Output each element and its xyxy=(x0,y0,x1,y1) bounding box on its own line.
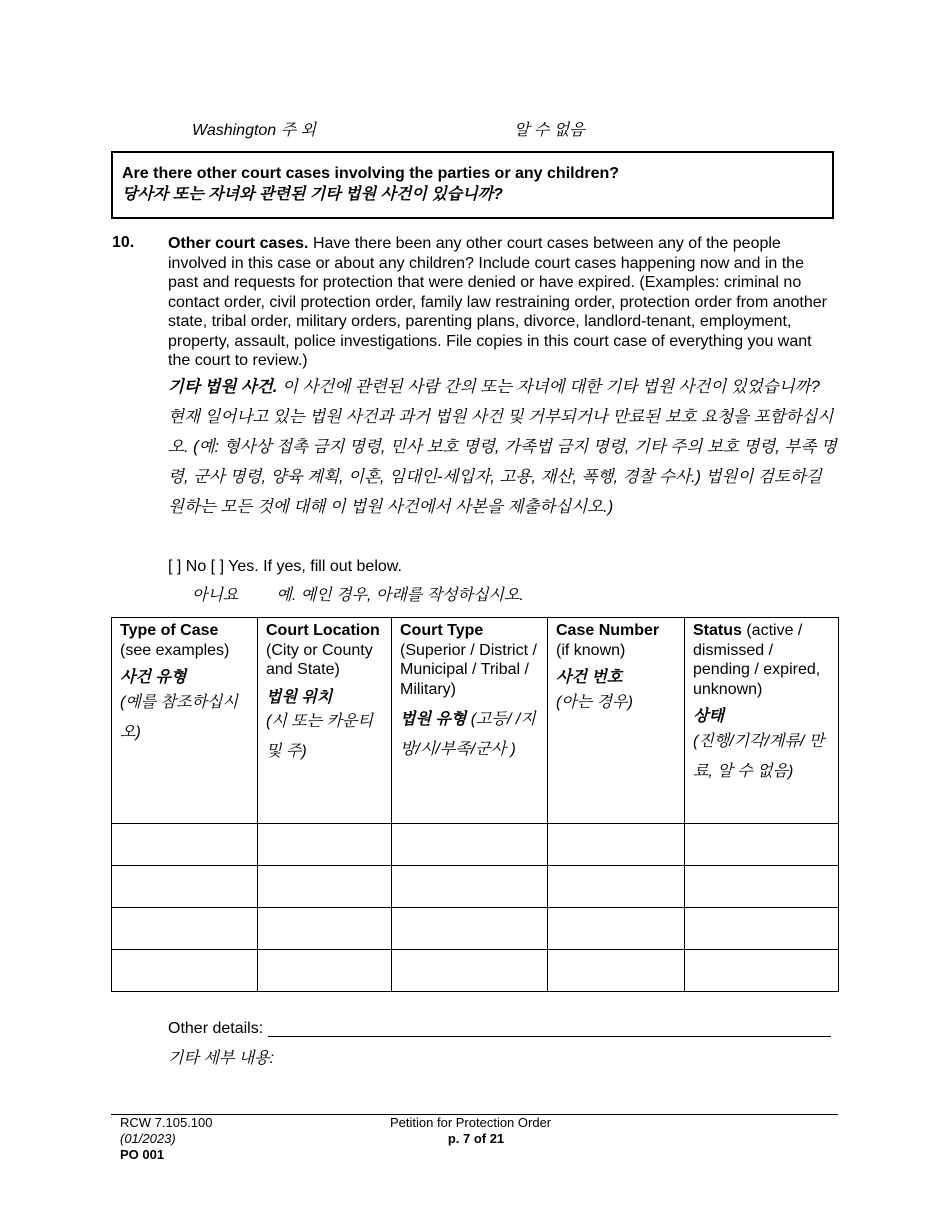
yes-label-ko: 예. 예인 경우, 아래를 작성하십시오. xyxy=(276,587,524,604)
footer-form-number: PO 001 xyxy=(120,1147,165,1162)
question-en: Are there other court cases involving the parties or any children? xyxy=(122,165,620,182)
table-row xyxy=(112,908,839,950)
header-location-sub: (City or County and State) xyxy=(266,641,373,678)
cell-type[interactable] xyxy=(112,950,258,992)
no-label-ko: 아니요 xyxy=(192,587,239,604)
cell-type[interactable] xyxy=(112,866,258,908)
cell-status[interactable] xyxy=(685,950,839,992)
court-cases-table xyxy=(111,617,839,992)
cell-case-number[interactable] xyxy=(548,950,685,992)
footer-center xyxy=(390,1115,562,1147)
top-row-left-text: Washington 주 외 xyxy=(192,122,317,139)
other-details-label-ko: 기타 세부 내용: xyxy=(168,1050,275,1067)
header-status-sub: (active / dismissed / pending / expired, unknown) xyxy=(693,622,821,698)
header-court-location xyxy=(258,618,392,824)
cell-court-type[interactable] xyxy=(392,866,548,908)
header-status-title: Status xyxy=(693,622,742,639)
header-location-ko-title: 법원 위치 xyxy=(266,688,333,706)
section-title-en: Other court cases. xyxy=(168,235,309,252)
table-row xyxy=(112,824,839,866)
cell-status[interactable] xyxy=(685,866,839,908)
other-details-input-line[interactable] xyxy=(268,1036,831,1037)
top-row-right-text: 알 수 없음 xyxy=(514,122,585,139)
header-status-ko-title: 상태 xyxy=(693,708,724,725)
cell-status[interactable] xyxy=(685,908,839,950)
cell-location[interactable] xyxy=(258,950,392,992)
header-type-sub: (see examples) xyxy=(120,641,230,659)
footer-form-title: Petition for Protection Order xyxy=(390,1115,552,1130)
header-case-number-title: Case Number xyxy=(556,622,660,639)
footer-page-number: p. 7 of 21 xyxy=(447,1131,505,1146)
cell-court-type[interactable] xyxy=(392,950,548,992)
cell-type[interactable] xyxy=(112,824,258,866)
header-court-type-title: Court Type xyxy=(400,622,484,639)
table-row xyxy=(112,866,839,908)
header-status-ko-sub: (진행/기각/계류/ 만료, 알 수 없음) xyxy=(693,732,825,780)
section-title-ko: 기타 법원 사건. xyxy=(168,378,278,396)
cell-court-type[interactable] xyxy=(392,824,548,866)
cell-case-number[interactable] xyxy=(548,824,685,866)
header-location-title: Court Location xyxy=(266,622,380,639)
section-body-en xyxy=(168,234,836,371)
header-case-number-ko-sub: (아는 경우) xyxy=(556,693,633,711)
section-number: 10. xyxy=(112,234,135,251)
cell-case-number[interactable] xyxy=(548,908,685,950)
footer-rcw: RCW 7.105.100 xyxy=(120,1115,213,1130)
header-type-ko-sub: (예를 참조하십시오) xyxy=(120,693,238,741)
header-case-number-ko-title: 사건 번호 xyxy=(556,669,623,686)
cell-location[interactable] xyxy=(258,824,392,866)
header-type-title: Type of Case xyxy=(120,622,219,639)
header-case-number xyxy=(548,618,685,824)
header-court-type-ko xyxy=(400,705,539,765)
section-body-ko xyxy=(168,372,840,522)
cell-court-type[interactable] xyxy=(392,908,548,950)
header-case-number-sub: (if known) xyxy=(556,641,626,659)
other-details-label: Other details: xyxy=(168,1020,264,1037)
section-text-ko: 이 사건에 관련된 사람 간의 또는 자녀에 대한 기타 법원 사건이 있었습니까? 현재 일어나고 있는 법원 사건과 과거 법원 사건 및 거부되거나 만료된 보호 요청을 포함하십시오. (예: 형사상 접촉 금지 명령, 민사 보호 명령, 가족법 금지 명령, 기타 주의 보호 명령, 부족 명령, 군사 명령, 양육 계획, 이혼, 임대인-세입자, 고용, 재산, 폭행, 경찰 수사.) 법원이 검토하길 원하는 모든 것에 대해 이 법원 사건에서 사본을 제출하십시오.) xyxy=(168,378,837,516)
header-type-of-case xyxy=(112,618,258,824)
cell-type[interactable] xyxy=(112,908,258,950)
header-status xyxy=(685,618,839,824)
header-type-ko-title: 사건 유형 xyxy=(120,669,187,686)
section-text-en: Have there been any other court cases between any of the people involved in this case or about any children? Include court cases happening now and in the past and requests for protection that were denied or have expired. (Examples: criminal no contact order, civil protection order, family law restraining order, protection order from another state, tribal order, military orders, parenting plans, divorce, landlord-tenant, employment, property, assault, police investigations. File copies in this court case of everything you want the court to review.) xyxy=(168,235,827,369)
table-header-row xyxy=(112,618,839,824)
header-location-ko-sub: (시 또는 카운티 및 주) xyxy=(266,713,373,760)
yes-no-checkboxes[interactable]: [ ] No [ ] Yes. If yes, fill out below. xyxy=(168,558,402,575)
table-row xyxy=(112,950,839,992)
question-ko: 당사자 또는 자녀와 관련된 기타 법원 사건이 있습니까? xyxy=(122,186,503,203)
header-court-type-sub: (Superior / District / Municipal / Tribal / Military) xyxy=(400,641,537,698)
header-court-type-ko-sub: (고등/ /지방/시/부족/군사 ) xyxy=(400,711,536,758)
footer-date: (01/2023) xyxy=(120,1131,176,1146)
footer-left xyxy=(120,1115,213,1163)
header-court-type-ko-title: 법원 유형 xyxy=(400,711,467,728)
cell-case-number[interactable] xyxy=(548,866,685,908)
cell-location[interactable] xyxy=(258,866,392,908)
header-court-type xyxy=(392,618,548,824)
question-box xyxy=(111,151,834,219)
cell-status[interactable] xyxy=(685,824,839,866)
cell-location[interactable] xyxy=(258,908,392,950)
yes-no-ko xyxy=(192,582,524,605)
